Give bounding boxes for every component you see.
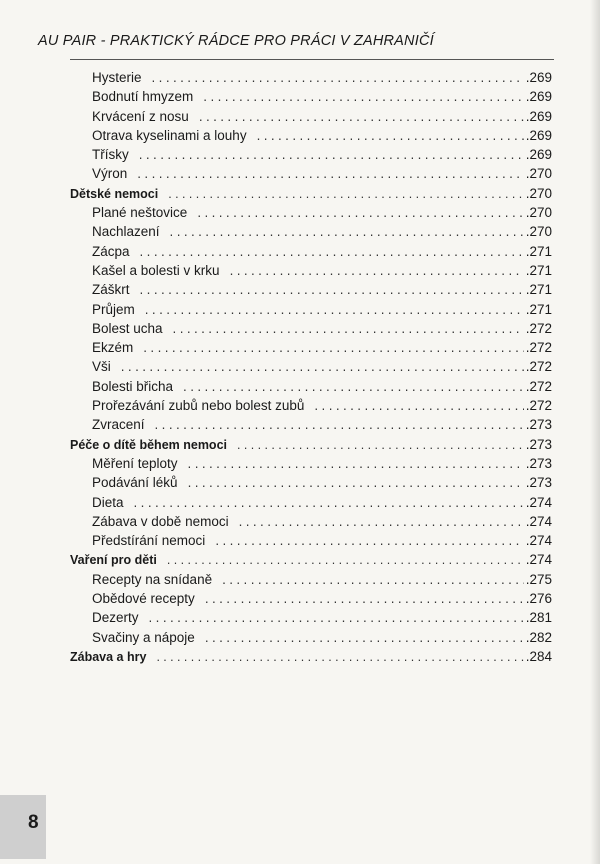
dot-leader bbox=[137, 164, 523, 183]
toc-entry bbox=[70, 377, 552, 396]
toc-entry bbox=[70, 493, 552, 512]
toc-entry-page: .269 bbox=[525, 108, 552, 124]
toc-entry bbox=[70, 589, 552, 608]
toc-entry-label: Krvácení z nosu bbox=[92, 108, 189, 124]
toc-entry-label: Nachlazení bbox=[92, 224, 160, 240]
dot-leader bbox=[203, 87, 523, 106]
toc-entry-page: .272 bbox=[525, 398, 552, 414]
toc-entry-page: .274 bbox=[525, 533, 552, 549]
toc-entry-page: .270 bbox=[525, 205, 552, 221]
toc-entry-label: Dieta bbox=[92, 494, 124, 510]
dot-leader bbox=[145, 300, 524, 319]
dot-leader bbox=[173, 319, 524, 338]
toc-entry-page: .274 bbox=[525, 494, 552, 510]
toc-entry-page: .272 bbox=[525, 359, 552, 375]
toc-entry-page: .282 bbox=[525, 629, 552, 645]
toc-entry-page: .284 bbox=[525, 648, 552, 664]
toc-entry-page: .271 bbox=[525, 243, 552, 259]
toc-section-entry bbox=[70, 550, 552, 569]
toc-entry-page: .274 bbox=[525, 552, 552, 568]
toc-entry-label: Recepty na snídaně bbox=[92, 571, 213, 587]
dot-leader bbox=[239, 512, 524, 531]
dot-leader bbox=[257, 126, 524, 145]
toc-entry bbox=[70, 261, 552, 280]
dot-leader bbox=[139, 145, 524, 164]
toc-entry-label: Kašel a bolesti v krku bbox=[92, 262, 220, 278]
toc-entry bbox=[70, 87, 552, 106]
toc-entry bbox=[70, 473, 552, 492]
toc-entry-page: .273 bbox=[525, 455, 552, 471]
toc-entry-label: Měření teploty bbox=[92, 455, 178, 471]
toc-entry-page: .275 bbox=[525, 571, 552, 587]
dot-leader bbox=[188, 473, 524, 492]
toc-entry-label: Podávání léků bbox=[92, 475, 178, 491]
dot-leader bbox=[156, 648, 523, 667]
toc-entry-label: Péče o dítě během nemoci bbox=[70, 437, 227, 452]
toc-entry bbox=[70, 338, 552, 357]
toc-entry-label: Průjem bbox=[92, 301, 135, 317]
running-header: AU PAIR - PRAKTICKÝ RÁDCE PRO PRÁCI V ZAHRANIČÍ bbox=[38, 33, 434, 49]
dot-leader bbox=[121, 357, 524, 376]
dot-leader bbox=[205, 589, 524, 608]
toc-entry-label: Plané neštovice bbox=[92, 205, 188, 221]
toc-entry bbox=[70, 570, 552, 589]
toc-entry bbox=[70, 454, 552, 473]
toc-entry bbox=[70, 512, 552, 531]
toc-entry-label: Obědové recepty bbox=[92, 591, 195, 607]
toc-entry bbox=[70, 357, 552, 376]
toc-entry-label: Hysterie bbox=[92, 70, 142, 85]
toc-entry-label: Zácpa bbox=[92, 243, 130, 259]
toc-entry bbox=[70, 242, 552, 261]
toc-entry-label: Vaření pro děti bbox=[70, 553, 157, 568]
dot-leader bbox=[199, 107, 524, 126]
toc-entry-label: Svačiny a nápoje bbox=[92, 629, 195, 645]
toc-entry-label: Zvracení bbox=[92, 417, 145, 433]
dot-leader bbox=[168, 185, 523, 204]
toc-entry-label: Zábava a hry bbox=[70, 649, 147, 664]
toc-entry-label: Bolest ucha bbox=[92, 320, 163, 336]
toc-entry bbox=[70, 415, 552, 434]
dot-leader bbox=[143, 338, 523, 357]
dot-leader bbox=[205, 628, 524, 647]
table-of-contents bbox=[70, 68, 552, 666]
page-number: 8 bbox=[28, 812, 39, 833]
toc-entry-page: .271 bbox=[525, 262, 552, 278]
toc-entry bbox=[70, 531, 552, 550]
toc-entry-label: Třísky bbox=[92, 147, 129, 163]
toc-entry-page: .272 bbox=[525, 378, 552, 394]
toc-entry-page: .271 bbox=[525, 282, 552, 298]
toc-entry bbox=[70, 145, 552, 164]
page-number-tab bbox=[0, 795, 46, 859]
toc-entry-label: Dětské nemoci bbox=[70, 186, 159, 201]
dot-leader bbox=[314, 396, 523, 415]
dot-leader bbox=[237, 436, 524, 455]
toc-entry-page: .272 bbox=[525, 340, 552, 356]
toc-section-entry bbox=[70, 184, 552, 203]
toc-entry-label: Bolesti břicha bbox=[92, 378, 174, 394]
dot-leader bbox=[152, 68, 524, 87]
toc-entry-label: Bodnutí hmyzem bbox=[92, 89, 194, 105]
toc-entry-label: Předstírání nemoci bbox=[92, 533, 206, 549]
toc-entry bbox=[70, 126, 552, 145]
dot-leader bbox=[230, 261, 524, 280]
toc-entry-label: Záškrt bbox=[92, 282, 130, 298]
toc-entry-page: .269 bbox=[525, 147, 552, 163]
toc-entry bbox=[70, 300, 552, 319]
toc-entry-page: .271 bbox=[525, 301, 552, 317]
dot-leader bbox=[183, 377, 524, 396]
toc-entry-page: .270 bbox=[525, 185, 552, 201]
toc-entry-page: .269 bbox=[525, 127, 552, 143]
dot-leader bbox=[215, 531, 523, 550]
toc-entry bbox=[70, 628, 552, 647]
toc-entry-page: .274 bbox=[525, 513, 552, 529]
toc-entry bbox=[70, 164, 552, 183]
toc-entry-label: Vši bbox=[92, 359, 111, 375]
dot-leader bbox=[222, 570, 524, 589]
dot-leader bbox=[170, 222, 524, 241]
toc-entry bbox=[70, 222, 552, 241]
dot-leader bbox=[188, 454, 524, 473]
toc-entry-page: .281 bbox=[525, 610, 552, 626]
toc-entry-page: .273 bbox=[525, 417, 552, 433]
header-rule bbox=[70, 59, 554, 60]
dot-leader bbox=[149, 608, 524, 627]
toc-entry-page: .270 bbox=[525, 224, 552, 240]
dot-leader bbox=[155, 415, 524, 434]
toc-entry bbox=[70, 280, 552, 299]
toc-entry bbox=[70, 319, 552, 338]
toc-entry-page: .269 bbox=[525, 89, 552, 105]
toc-entry-label: Výron bbox=[92, 166, 128, 182]
toc-entry bbox=[70, 608, 552, 627]
toc-entry-label: Zábava v době nemoci bbox=[92, 513, 229, 529]
dot-leader bbox=[167, 551, 524, 570]
toc-entry-page: .272 bbox=[525, 320, 552, 336]
toc-entry-label: Otrava kyselinami a louhy bbox=[92, 127, 247, 143]
toc-entry-label: Prořezávání zubů nebo bolest zubů bbox=[92, 398, 305, 414]
dot-leader bbox=[197, 203, 523, 222]
dot-leader bbox=[140, 280, 524, 299]
toc-entry-page: .269 bbox=[525, 70, 552, 85]
toc-entry bbox=[70, 68, 552, 87]
toc-entry-page: .270 bbox=[525, 166, 552, 182]
toc-entry-page: .276 bbox=[525, 591, 552, 607]
dot-leader bbox=[134, 493, 524, 512]
toc-section-entry bbox=[70, 435, 552, 454]
toc-entry bbox=[70, 396, 552, 415]
toc-entry-page: .273 bbox=[525, 475, 552, 491]
toc-entry-label: Dezerty bbox=[92, 610, 139, 626]
toc-entry bbox=[70, 203, 552, 222]
dot-leader bbox=[140, 242, 524, 261]
toc-entry-page: .273 bbox=[525, 436, 552, 452]
toc-section-entry bbox=[70, 647, 552, 666]
page-edge-shadow bbox=[590, 0, 600, 864]
toc-entry-label: Ekzém bbox=[92, 340, 134, 356]
toc-entry bbox=[70, 107, 552, 126]
